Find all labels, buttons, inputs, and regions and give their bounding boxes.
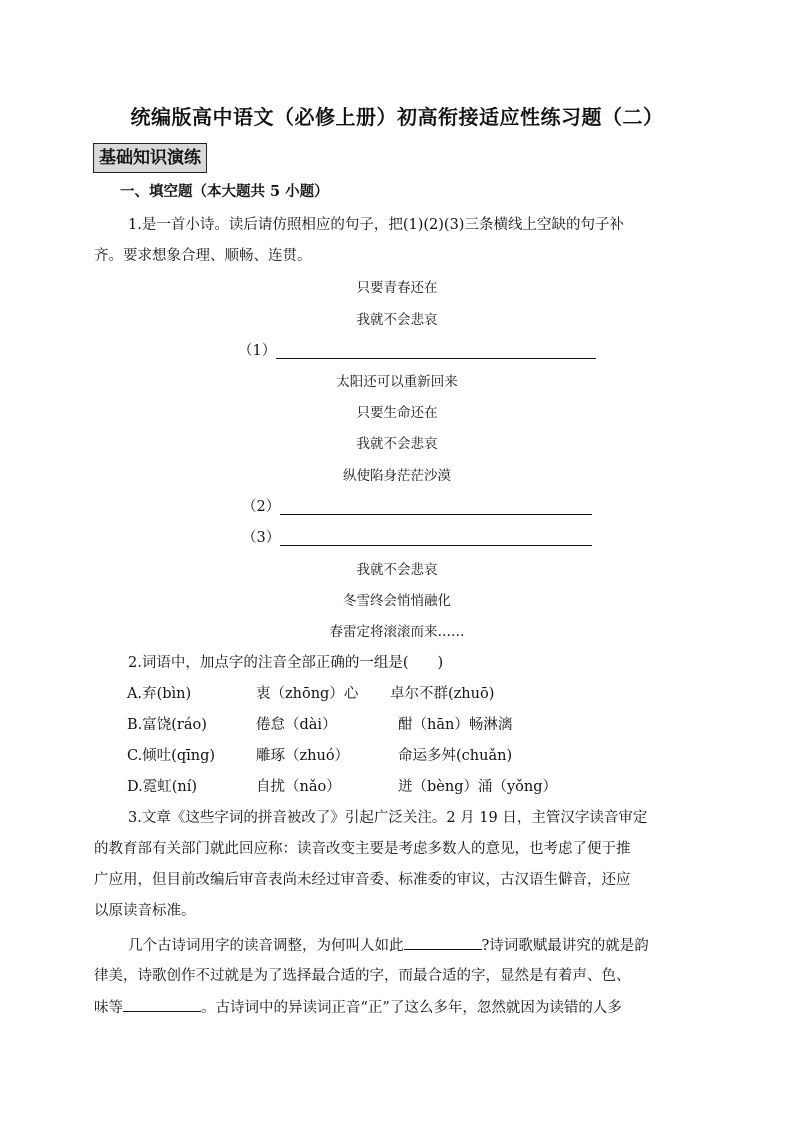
- q2-option-a: A.弃(bìn): [127, 686, 192, 702]
- q2-option-a-item: 衷（zhōng）心: [256, 686, 359, 702]
- poem-line: 太阳还可以重新回来: [336, 374, 458, 390]
- document-title: 统编版高中语文（必修上册）初高衔接适应性练习题（二）: [130, 105, 664, 129]
- answer-blank: [404, 935, 482, 950]
- poem-line: 冬雪终会悄悄融化: [343, 593, 451, 609]
- poem-blank-2: [242, 497, 592, 517]
- poem-line: 我就不会悲哀: [356, 562, 438, 578]
- blank-label: （2）: [242, 499, 281, 515]
- q3-paragraph-1-line: 以原读音标准。: [94, 903, 196, 919]
- poem-line: 我就不会悲哀: [356, 436, 438, 452]
- poem-line: 春雷定将滚滚而来……: [329, 624, 465, 640]
- q2-option-d-item: 迸（bèng）涌（yǒng）: [398, 779, 558, 795]
- poem-line: 只要生命还在: [356, 405, 438, 421]
- text-segment: 几个古诗词用字的读音调整，为何叫人如此: [128, 938, 404, 954]
- q3-paragraph-1-line: 3.文章《这些字词的拼音被改了》引起广泛关注。2 月 19 日，主管汉字读音审定: [128, 810, 648, 826]
- part-heading: 一、填空题（本大题共 5 小题）: [120, 183, 329, 200]
- q2-option-a-item: 卓尔不群(zhuō): [390, 686, 495, 702]
- q3-paragraph-1-line: 广应用，但目前改编后审音表尚未经过审音委、标准委的审议，古汉语生僻音，还应: [94, 872, 631, 888]
- poem-blank-3: [242, 528, 592, 548]
- q2-stem: 2.词语中，加点字的注音全部正确的一组是( ): [128, 655, 444, 671]
- q2-option-c-item: 命运多舛(chuǎn): [398, 748, 513, 764]
- poem-line: 我就不会悲哀: [356, 312, 438, 328]
- answer-line: [276, 344, 596, 359]
- q3-paragraph-2-line: [128, 935, 649, 956]
- q1-stem-line-2: 齐。要求想象合理、顺畅、连贯。: [94, 248, 312, 264]
- text-segment: ?诗词歌赋最讲究的就是韵: [481, 938, 649, 954]
- q2-option-c-item: 雕琢（zhuó）: [256, 748, 350, 764]
- answer-line: [280, 500, 592, 515]
- text-segment: 味等: [94, 1000, 123, 1016]
- section-label: 基础知识演练: [93, 143, 207, 173]
- q2-option-b-item: 倦怠（dài）: [256, 717, 337, 733]
- poem-line: 只要青春还在: [356, 280, 438, 296]
- q2-option-d-item: 自扰（nǎo）: [256, 779, 341, 795]
- q2-option-b-item: 酣（hān）畅淋漓: [398, 717, 513, 733]
- q2-option-d: D.霓虹(ní): [127, 779, 198, 795]
- poem-blank-1: [238, 341, 596, 361]
- answer-blank: [123, 997, 201, 1012]
- poem-line: 纵使陷身茫茫沙漠: [343, 468, 451, 484]
- q3-paragraph-1-line: 的教育部有关部门就此回应称：读音改变主要是考虑多数人的意见，也考虑了便于推: [94, 841, 631, 857]
- q1-stem-line-1: 1.是一首小诗。读后请仿照相应的句子，把(1)(2)(3)三条横线上空缺的句子补: [128, 217, 624, 233]
- blank-label: （3）: [242, 530, 281, 546]
- q2-option-c: C.倾吐(qīng): [127, 748, 216, 764]
- q2-option-b: B.富饶(ráo): [127, 717, 207, 733]
- blank-label: （1）: [238, 343, 277, 359]
- q3-paragraph-2-line: [94, 997, 622, 1018]
- answer-line: [280, 531, 592, 546]
- text-segment: 。古诗词中的异读词正音“正”了这么多年，忽然就因为读错的人多: [201, 1000, 622, 1016]
- q3-paragraph-2-line: 律美，诗歌创作不过就是为了选择最合适的字，而最合适的字，显然是有着声、色、: [94, 968, 631, 984]
